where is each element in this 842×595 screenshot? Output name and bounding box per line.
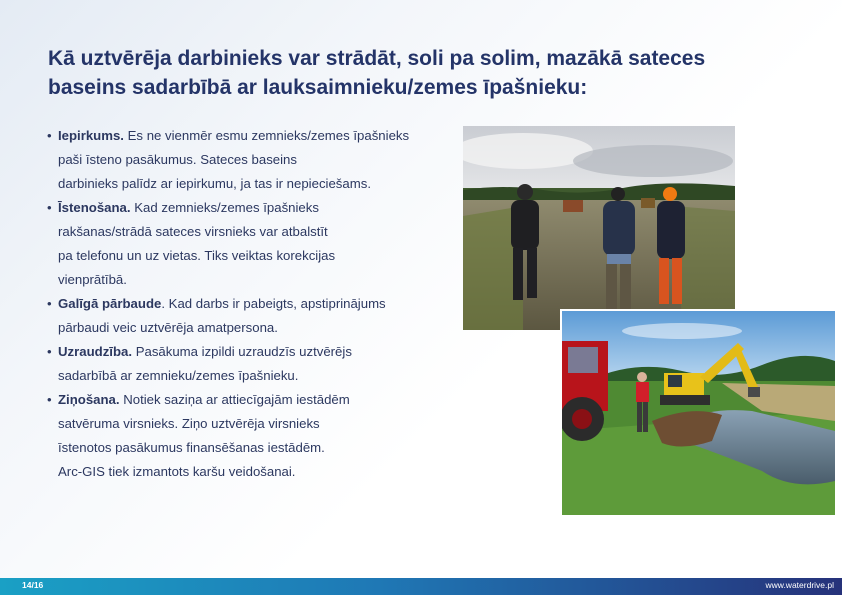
bullet-icon: •	[47, 200, 52, 215]
field-walk-photo	[463, 126, 735, 330]
step-line: pārbaudi veic uztvērēja amatpersona.	[58, 320, 278, 335]
step-line: Iepirkums. Es ne vienmēr esmu zemnieks/zemes īpašnieks	[58, 128, 410, 143]
step-line: Arc-GIS tiek izmantots karšu veidošanai.	[58, 464, 296, 479]
bullet-icon: •	[47, 392, 52, 407]
step-item	[46, 292, 446, 340]
bullet-icon: •	[47, 296, 52, 311]
step-line: īstenotos pasākumus finansēšanas iestādēm.	[58, 440, 325, 455]
steps-list	[46, 124, 446, 484]
step-item	[46, 340, 446, 388]
website-link[interactable]: www.waterdrive.pl	[765, 580, 834, 590]
step-line: Uzraudzība. Pasākuma izpildi uzraudzīs uztvērējs	[58, 344, 352, 359]
step-term: Iepirkums.	[58, 128, 124, 143]
step-line: sadarbībā ar zemnieku/zemes īpašnieku.	[58, 368, 299, 383]
step-line: satvēruma virsnieks. Ziņo uztvērēja virsnieks	[58, 416, 320, 431]
step-line: Īstenošana. Kad zemnieks/zemes īpašnieks	[58, 200, 319, 215]
step-item	[46, 388, 446, 484]
step-line: pa telefonu un uz vietas. Tiks veiktas korekcijas	[58, 248, 336, 263]
step-line: vienprātībā.	[58, 272, 127, 287]
excavator-pond-photo	[560, 309, 835, 515]
step-term: Galīgā pārbaude	[58, 296, 162, 311]
step-line: rakšanas/strādā sateces virsnieks var atbalstīt	[58, 224, 328, 239]
step-item	[46, 196, 446, 292]
page-number: 14/16	[22, 580, 44, 590]
step-term: Ziņošana.	[58, 392, 120, 407]
step-term: Īstenošana.	[58, 200, 131, 215]
bullet-icon: •	[47, 344, 52, 359]
step-line: darbinieks palīdz ar iepirkumu, ja tas ir nepieciešams.	[58, 176, 371, 191]
step-line: paši īsteno pasākumus. Sateces baseins	[58, 152, 297, 167]
page-title: Kā uztvērēja darbinieks var strādāt, soli pa solim, mazākā sateces baseins sadarbībā ar lauksaimnieku/zemes īpašnieku:	[48, 47, 706, 99]
step-line: Ziņošana. Notiek saziņa ar attiecīgajām iestādēm	[58, 392, 350, 407]
step-line: Galīgā pārbaude. Kad darbs ir pabeigts, apstiprinājums	[58, 296, 386, 311]
bullet-icon: •	[47, 128, 52, 143]
step-item	[46, 124, 446, 196]
footer-bar	[0, 578, 842, 595]
step-term: Uzraudzība.	[58, 344, 133, 359]
